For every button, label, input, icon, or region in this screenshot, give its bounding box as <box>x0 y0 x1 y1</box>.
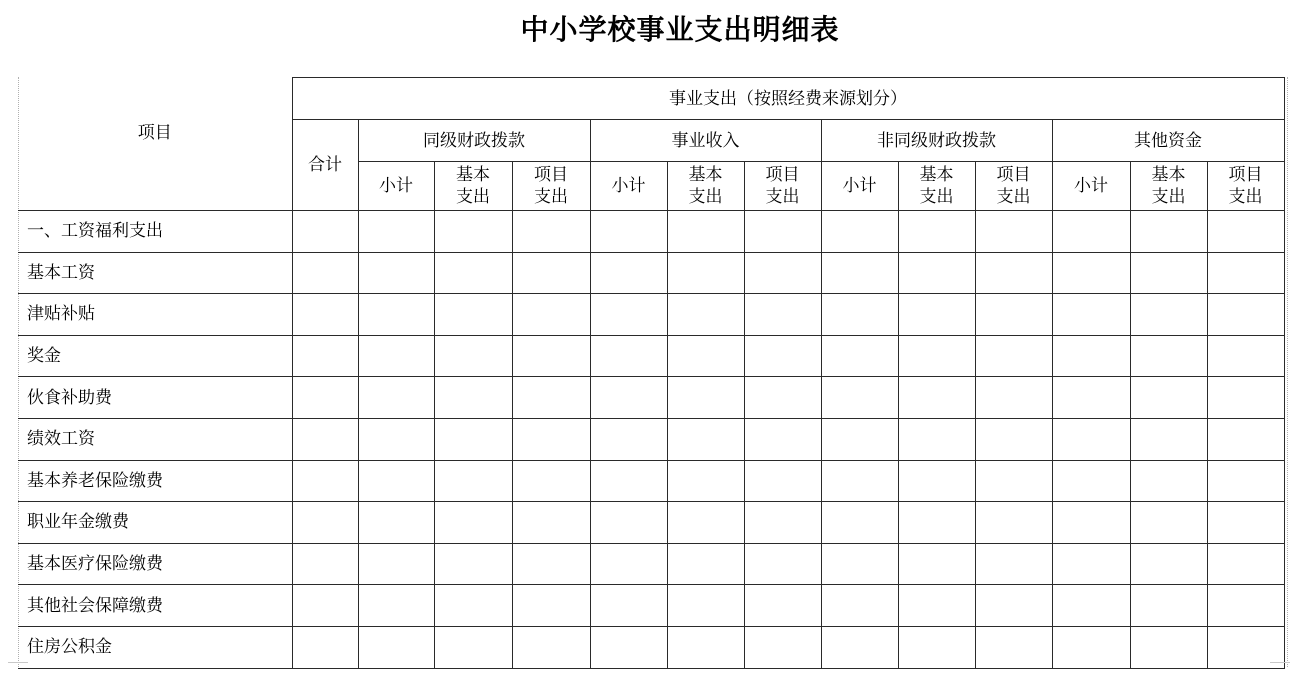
table-cell[interactable] <box>590 626 667 668</box>
table-cell[interactable] <box>744 294 821 336</box>
table-cell[interactable] <box>744 377 821 419</box>
table-cell[interactable] <box>512 626 590 668</box>
table-cell[interactable] <box>434 377 512 419</box>
table-row <box>18 543 1284 585</box>
header-group: 非同级财政拨款 <box>821 120 1052 162</box>
row-label: 绩效工资 <box>18 418 292 460</box>
table-cell[interactable] <box>512 543 590 585</box>
table-cell[interactable] <box>1207 460 1284 502</box>
table-cell[interactable] <box>975 585 1052 627</box>
table-cell[interactable] <box>821 418 898 460</box>
subheader-subtotal: 小计 <box>590 162 667 211</box>
table-cell[interactable] <box>358 418 434 460</box>
subheader-basic <box>898 162 975 211</box>
table-cell[interactable] <box>1207 252 1284 294</box>
table-cell[interactable] <box>1130 502 1207 544</box>
table-cell[interactable] <box>1207 418 1284 460</box>
table-cell[interactable] <box>292 543 358 585</box>
table-cell[interactable] <box>512 294 590 336</box>
table-cell[interactable] <box>821 626 898 668</box>
table-row <box>18 460 1284 502</box>
subheader-basic-line2: 支出 <box>1151 187 1186 207</box>
table-cell[interactable] <box>1207 211 1284 253</box>
table-row <box>18 585 1284 627</box>
table-row <box>18 377 1284 419</box>
table-cell[interactable] <box>667 543 744 585</box>
subheader-subtotal: 小计 <box>1052 162 1130 211</box>
table-cell[interactable] <box>744 626 821 668</box>
table-cell[interactable] <box>1052 252 1130 294</box>
table-cell[interactable] <box>1052 418 1130 460</box>
subheader-project <box>1207 162 1284 211</box>
table-cell[interactable] <box>434 626 512 668</box>
table-row <box>18 626 1284 668</box>
subheader-basic <box>667 162 744 211</box>
table-cell[interactable] <box>292 252 358 294</box>
table-cell[interactable] <box>292 626 358 668</box>
subheader-project <box>975 162 1052 211</box>
subheader-project-line1: 项目 <box>1228 165 1263 185</box>
table-cell[interactable] <box>975 294 1052 336</box>
table-cell[interactable] <box>512 211 590 253</box>
table-cell[interactable] <box>975 543 1052 585</box>
table-cell[interactable] <box>434 335 512 377</box>
table-cell[interactable] <box>667 335 744 377</box>
table-cell[interactable] <box>292 377 358 419</box>
table-cell[interactable] <box>744 252 821 294</box>
subheader-subtotal: 小计 <box>821 162 898 211</box>
table-row <box>18 294 1284 336</box>
table-cell[interactable] <box>358 252 434 294</box>
page-corner-mark <box>8 662 28 675</box>
table-cell[interactable] <box>744 460 821 502</box>
document-title: 中小学校事业支出明细表 <box>520 13 840 46</box>
row-label: 津贴补贴 <box>18 294 292 336</box>
subheader-project <box>512 162 590 211</box>
table-cell[interactable] <box>1130 585 1207 627</box>
table-cell[interactable] <box>898 377 975 419</box>
table-cell[interactable] <box>590 585 667 627</box>
header-group-top: 事业支出（按照经费来源划分） <box>292 78 1284 120</box>
header-group: 其他资金 <box>1052 120 1284 162</box>
table-cell[interactable] <box>975 460 1052 502</box>
table-cell[interactable] <box>292 502 358 544</box>
table-cell[interactable] <box>821 252 898 294</box>
table-cell[interactable] <box>1207 585 1284 627</box>
table-cell[interactable] <box>1130 377 1207 419</box>
subheader-basic-line1: 基本 <box>919 165 954 185</box>
table-row <box>18 502 1284 544</box>
table-cell[interactable] <box>434 418 512 460</box>
table-cell[interactable] <box>821 502 898 544</box>
page-corner-mark <box>1270 662 1290 675</box>
table-cell[interactable] <box>667 626 744 668</box>
table-cell[interactable] <box>590 502 667 544</box>
row-label: 住房公积金 <box>18 626 292 668</box>
subheader-basic-line2: 支出 <box>688 187 723 207</box>
table-cell[interactable] <box>667 252 744 294</box>
table-cell[interactable] <box>292 418 358 460</box>
table-cell[interactable] <box>744 335 821 377</box>
row-label: 其他社会保障缴费 <box>18 585 292 627</box>
row-label: 职业年金缴费 <box>18 502 292 544</box>
table-cell[interactable] <box>1207 377 1284 419</box>
table-cell[interactable] <box>667 418 744 460</box>
table-cell[interactable] <box>744 418 821 460</box>
header-group: 同级财政拨款 <box>358 120 590 162</box>
table-cell[interactable] <box>821 294 898 336</box>
table-cell[interactable] <box>590 252 667 294</box>
table-cell[interactable] <box>1207 294 1284 336</box>
table-cell[interactable] <box>1130 211 1207 253</box>
table-cell[interactable] <box>1130 543 1207 585</box>
table-cell[interactable] <box>358 502 434 544</box>
table-cell[interactable] <box>1052 211 1130 253</box>
subheader-basic <box>434 162 512 211</box>
subheader-project-line2: 支出 <box>765 187 800 207</box>
table-cell[interactable] <box>1130 626 1207 668</box>
table-cell[interactable] <box>975 502 1052 544</box>
table-cell[interactable] <box>898 211 975 253</box>
table-cell[interactable] <box>434 294 512 336</box>
table-cell[interactable] <box>1052 502 1130 544</box>
table-cell[interactable] <box>667 502 744 544</box>
table-cell[interactable] <box>512 502 590 544</box>
table-cell[interactable] <box>512 585 590 627</box>
table-cell[interactable] <box>898 294 975 336</box>
table-cell[interactable] <box>1052 335 1130 377</box>
table-cell[interactable] <box>1052 460 1130 502</box>
row-label: 基本医疗保险缴费 <box>18 543 292 585</box>
table-cell[interactable] <box>292 585 358 627</box>
table-cell[interactable] <box>292 294 358 336</box>
table-cell[interactable] <box>821 377 898 419</box>
table-cell[interactable] <box>821 460 898 502</box>
table-cell[interactable] <box>667 377 744 419</box>
table-cell[interactable] <box>434 252 512 294</box>
header-item: 项目 <box>18 78 292 211</box>
table-cell[interactable] <box>590 418 667 460</box>
header-group: 事业收入 <box>590 120 821 162</box>
table-cell[interactable] <box>821 585 898 627</box>
row-label: 奖金 <box>18 335 292 377</box>
table-cell[interactable] <box>292 460 358 502</box>
table-cell[interactable] <box>358 585 434 627</box>
subheader-basic-line2: 支出 <box>456 187 490 207</box>
table-cell[interactable] <box>1052 585 1130 627</box>
table-cell[interactable] <box>1207 543 1284 585</box>
subheader-basic-line2: 支出 <box>919 187 954 207</box>
table-cell[interactable] <box>898 626 975 668</box>
table-cell[interactable] <box>744 211 821 253</box>
table-cell[interactable] <box>744 543 821 585</box>
subheader-project-line1: 项目 <box>534 165 568 185</box>
subheader-project-line2: 支出 <box>996 187 1031 207</box>
table-cell[interactable] <box>358 460 434 502</box>
table-cell[interactable] <box>1130 335 1207 377</box>
table-cell[interactable] <box>898 460 975 502</box>
table-cell[interactable] <box>1130 460 1207 502</box>
table-cell[interactable] <box>898 502 975 544</box>
subheader-project-line2: 支出 <box>1228 187 1263 207</box>
table-cell[interactable] <box>667 585 744 627</box>
table-cell[interactable] <box>512 460 590 502</box>
row-label: 基本工资 <box>18 252 292 294</box>
table-cell[interactable] <box>590 294 667 336</box>
table-cell[interactable] <box>512 418 590 460</box>
table-cell[interactable] <box>821 335 898 377</box>
table-cell[interactable] <box>898 585 975 627</box>
table-cell[interactable] <box>358 294 434 336</box>
table-cell[interactable] <box>1052 377 1130 419</box>
table-cell[interactable] <box>898 252 975 294</box>
table-cell[interactable] <box>590 377 667 419</box>
table-cell[interactable] <box>358 211 434 253</box>
table-cell[interactable] <box>975 252 1052 294</box>
table-cell[interactable] <box>898 335 975 377</box>
table-cell[interactable] <box>358 335 434 377</box>
table-cell[interactable] <box>667 294 744 336</box>
subheader-basic-line1: 基本 <box>456 165 490 185</box>
table-cell[interactable] <box>434 211 512 253</box>
table-cell[interactable] <box>744 502 821 544</box>
table-cell[interactable] <box>590 335 667 377</box>
subheader-project-line1: 项目 <box>765 165 800 185</box>
subheader-subtotal: 小计 <box>358 162 434 211</box>
table-cell[interactable] <box>975 377 1052 419</box>
table-cell[interactable] <box>975 211 1052 253</box>
table-cell[interactable] <box>898 418 975 460</box>
table-cell[interactable] <box>975 418 1052 460</box>
subheader-project-line1: 项目 <box>996 165 1031 185</box>
table-cell[interactable] <box>744 585 821 627</box>
table-row <box>18 335 1284 377</box>
table-row <box>18 418 1284 460</box>
subheader-basic-line1: 基本 <box>1151 165 1186 185</box>
table-cell[interactable] <box>292 335 358 377</box>
table-row <box>18 252 1284 294</box>
table-cell[interactable] <box>975 626 1052 668</box>
row-label: 基本养老保险缴费 <box>18 460 292 502</box>
table-cell[interactable] <box>975 335 1052 377</box>
table-cell[interactable] <box>1052 294 1130 336</box>
table-cell[interactable] <box>590 460 667 502</box>
table-cell[interactable] <box>358 626 434 668</box>
table-cell[interactable] <box>898 543 975 585</box>
table-cell[interactable] <box>434 502 512 544</box>
table-cell[interactable] <box>1130 418 1207 460</box>
table-cell[interactable] <box>512 335 590 377</box>
table-cell[interactable] <box>821 543 898 585</box>
table-cell[interactable] <box>590 543 667 585</box>
table-cell[interactable] <box>434 460 512 502</box>
table-cell[interactable] <box>434 585 512 627</box>
table-cell[interactable] <box>512 252 590 294</box>
row-label: 一、工资福利支出 <box>18 211 292 253</box>
table-cell[interactable] <box>590 211 667 253</box>
table-cell[interactable] <box>1207 502 1284 544</box>
table-cell[interactable] <box>1130 252 1207 294</box>
table-cell[interactable] <box>434 543 512 585</box>
row-label: 伙食补助费 <box>18 377 292 419</box>
expense-table <box>18 77 1285 669</box>
table-row <box>18 211 1284 253</box>
subheader-project-line2: 支出 <box>534 187 568 207</box>
subheader-basic <box>1130 162 1207 211</box>
header-total: 合计 <box>292 120 358 211</box>
table-cell[interactable] <box>292 211 358 253</box>
subheader-basic-line1: 基本 <box>688 165 723 185</box>
table-cell[interactable] <box>667 211 744 253</box>
table-cell[interactable] <box>1052 626 1130 668</box>
table-cell[interactable] <box>358 377 434 419</box>
table-cell[interactable] <box>358 543 434 585</box>
table-cell[interactable] <box>1207 335 1284 377</box>
table-cell[interactable] <box>512 377 590 419</box>
table-cell[interactable] <box>821 211 898 253</box>
table-cell[interactable] <box>667 460 744 502</box>
subheader-project <box>744 162 821 211</box>
table-cell[interactable] <box>1052 543 1130 585</box>
table-cell[interactable] <box>1130 294 1207 336</box>
